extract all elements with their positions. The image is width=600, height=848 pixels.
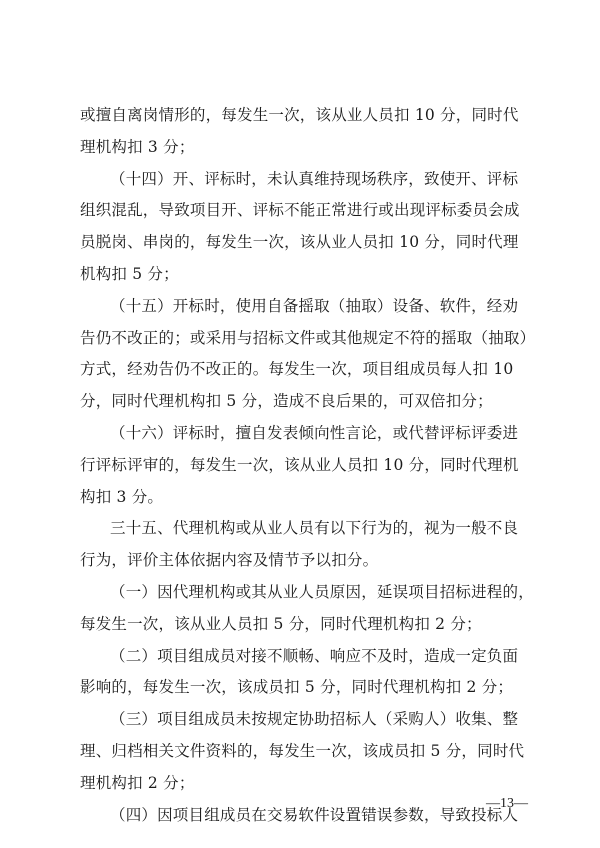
text-line: （四）因项目组成员在交易软件设置错误参数，导致投标人 [110, 805, 519, 824]
text-line: 机构扣 5 分； [80, 264, 179, 283]
text-line: （十五）开标时，使用自备摇取（抽取）设备、软件，经劝 [110, 296, 519, 315]
text-line: 构扣 3 分。 [80, 487, 164, 506]
text-line: 理、归档相关文件资料的，每发生一次，该成员扣 5 分，同时代 [80, 741, 525, 760]
text-line: 方式，经劝告仍不改正的。每发生一次，项目组成员每人扣 10 [80, 360, 514, 379]
text-line: 组织混乱，导致项目开、评标不能正常进行或出现评标委员会成 [80, 201, 520, 220]
text-line: 理机构扣 2 分； [80, 773, 195, 792]
page-number: —13— [486, 796, 528, 811]
body-text [80, 100, 536, 831]
text-line: （三）项目组成员未按规定协助招标人（采购人）收集、整 [110, 710, 519, 729]
text-line: 三十五、代理机构或从业人员有以下行为的，视为一般不良 [110, 519, 519, 538]
text-line: （十四）开、评标时，未认真维持现场秩序，致使开、评标 [110, 169, 519, 188]
text-line: 告仍不改正的；或采用与招标文件或其他规定不符的摇取（抽取） [80, 328, 536, 347]
text-line: 分，同时代理机构扣 5 分，造成不良后果的，可双倍扣分； [80, 392, 493, 411]
text-line: 或擅自离岗情形的，每发生一次，该从业人员扣 10 分，同时代 [80, 106, 519, 124]
text-line: （二）项目组成员对接不顺畅、响应不及时，造成一定负面 [110, 646, 519, 665]
text-line: 行评标评审的，每发生一次，该从业人员扣 10 分，同时代理机 [80, 455, 519, 474]
text-line: （十六）评标时，擅自发表倾向性言论，或代替评标评委进 [110, 423, 519, 442]
text-line: 每发生一次，该从业人员扣 5 分，同时代理机构扣 2 分； [80, 614, 482, 633]
text-line: 行为，评价主体依据内容及情节予以扣分。 [80, 551, 379, 570]
text-line: 影响的，每发生一次，该成员扣 5 分，同时代理机构扣 2 分； [80, 678, 514, 697]
text-line: 理机构扣 3 分； [80, 137, 195, 156]
text-line: 员脱岗、串岗的，每发生一次，该从业人员扣 10 分，同时代理 [80, 233, 519, 252]
text-line: （一）因代理机构或其从业人员原因，延误项目招标进程的， [110, 582, 534, 601]
